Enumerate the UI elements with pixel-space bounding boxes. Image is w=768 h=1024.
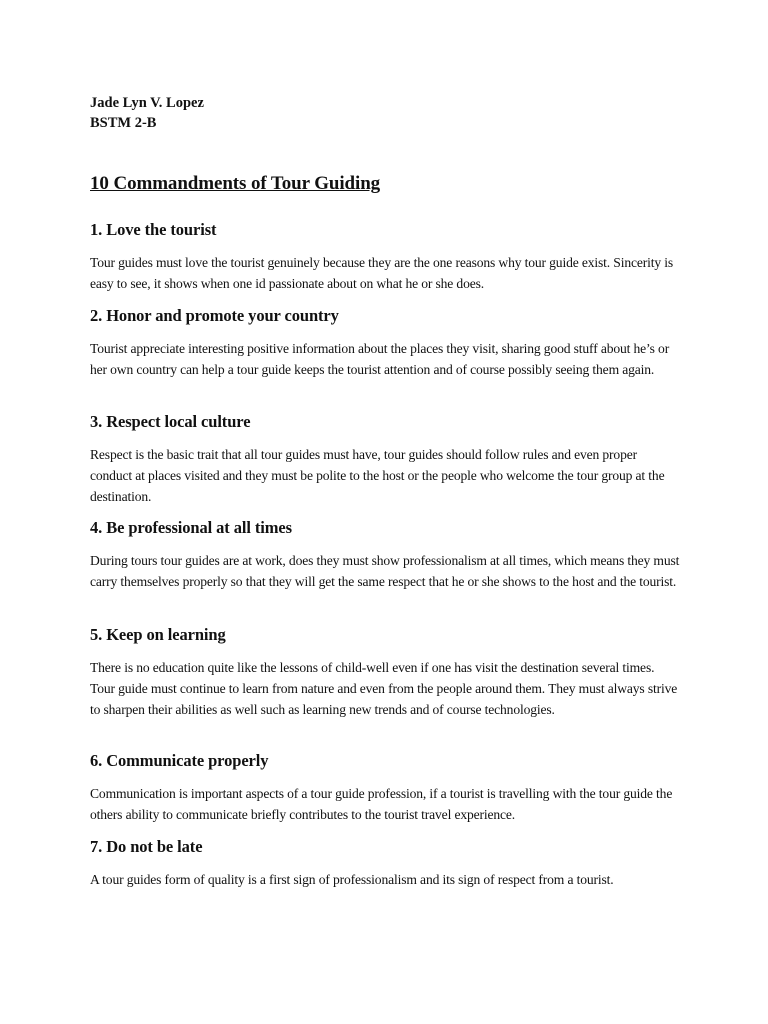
commandment-body: Communication is important aspects of a tour guide profession, if a tourist is travelling with the tour guide the others ability to communicate briefly contributes to the tourist travel experience. (90, 786, 673, 822)
commandment-2 (90, 306, 680, 380)
commandment-heading: 1. Love the tourist (90, 220, 217, 239)
commandment-heading: 5. Keep on learning (90, 625, 226, 644)
commandment-body: During tours tour guides are at work, does they must show professionalism at all times, which means they must carry themselves properly so that they will get the same respect that he or she shows to the host and the tourist. (90, 553, 680, 589)
commandment-body: Tour guides must love the tourist genuinely because they are the one reasons why tour guide exist. Sincerity is easy to see, it shows when one id passionate about on what he or she does. (90, 255, 674, 291)
commandment-6 (90, 751, 680, 825)
commandment-3 (90, 412, 680, 507)
commandment-body: There is no education quite like the lessons of child-well even if one has visit the destination several times. Tour guide must continue to learn from nature and even from the people around them. They must always strive to sharpen their abilities as well such as learning new trends and of course technologies. (90, 660, 678, 717)
commandment-5 (90, 625, 680, 720)
commandment-body: Tourist appreciate interesting positive information about the places they visit, sharing good stuff about he’s or her own country can help a tour guide keeps the tourist attention and of course possibly seeing them again. (90, 341, 670, 377)
author-name: Jade Lyn V. Lopez (90, 95, 204, 111)
commandment-4 (90, 518, 680, 592)
commandment-heading: 2. Honor and promote your country (90, 306, 339, 325)
author-block (90, 93, 680, 133)
author-section: BSTM 2-B (90, 115, 157, 131)
commandment-heading: 7. Do not be late (90, 837, 203, 856)
commandment-1 (90, 220, 680, 294)
document-title: 10 Commandments of Tour Guiding (90, 173, 381, 194)
commandment-heading: 4. Be professional at all times (90, 518, 292, 537)
commandment-7 (90, 837, 680, 890)
commandment-heading: 6. Communicate properly (90, 751, 269, 770)
commandment-body: A tour guides form of quality is a first sign of professionalism and its sign of respect from a tourist. (90, 872, 614, 887)
document-page (90, 93, 680, 887)
commandment-heading: 3. Respect local culture (90, 412, 251, 431)
commandment-body: Respect is the basic trait that all tour guides must have, tour guides should follow rules and even proper conduct at places visited and they must be polite to the host or the people who welcome the tour group at the destination. (90, 447, 665, 504)
